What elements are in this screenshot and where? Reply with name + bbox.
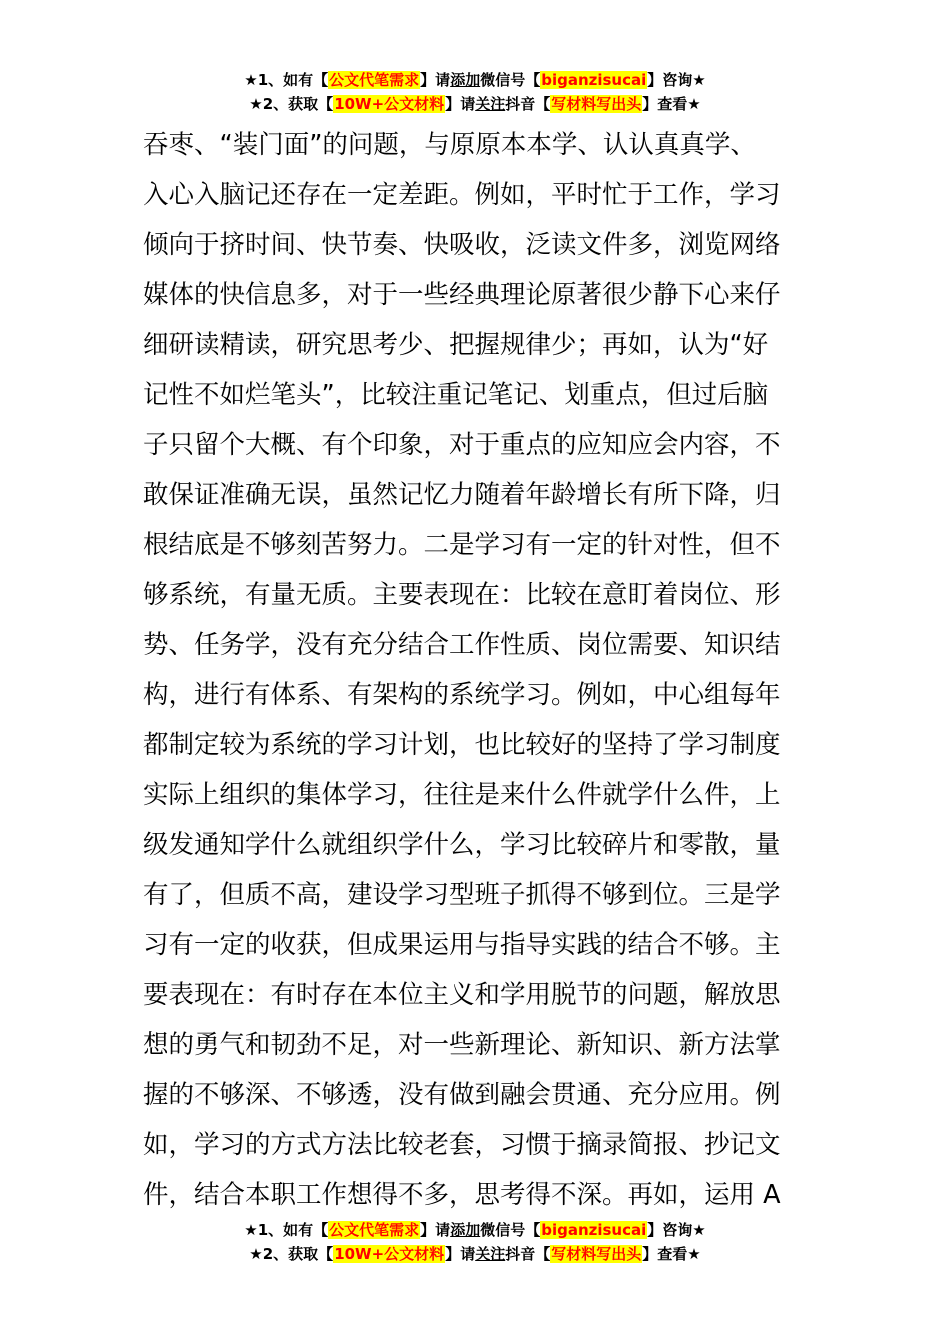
body-line: 媒体的快信息多，对于一些经典理论原著很少静下心来仔 xyxy=(143,280,781,310)
footer-banner-line-2: ★2、获取【10W+公文材料】请关注抖音【写材料写出头】查看★ xyxy=(249,1245,701,1263)
highlight-wechat-id: biganzisucai xyxy=(541,71,647,89)
body-line: 入心入脑记还存在一定差距。例如，平时忙于工作，学习 xyxy=(143,180,781,210)
body-line: 吞枣、“装门面”的问题，与原原本本学、认认真真学、 xyxy=(143,130,756,160)
footer-banner xyxy=(0,1218,950,1266)
body-line: 都制定较为系统的学习计划，也比较好的坚持了学习制度 xyxy=(143,730,781,760)
body-line: 如，学习的方式方法比较老套，习惯于摘录简报、抄记文 xyxy=(143,1130,781,1160)
body-line: 敢保证准确无误，虽然记忆力随着年龄增长有所下降，归 xyxy=(143,480,781,510)
highlight-service: 公文代笔需求 xyxy=(329,1221,420,1239)
body-line: 子只留个大概、有个印象，对于重点的应知应会内容，不 xyxy=(143,430,781,460)
header-banner xyxy=(0,68,950,116)
body-line: 实际上组织的集体学习，往往是来什么件就学什么件，上 xyxy=(143,780,781,810)
highlight-douyin: 写材料写出头 xyxy=(551,1245,642,1263)
footer-banner-line-1: ★1、如有【公文代笔需求】请添加微信号【biganzisucai】咨询★ xyxy=(244,1221,706,1239)
highlight-materials: 10W+公文材料 xyxy=(334,1245,445,1263)
body-line: 要表现在：有时存在本位主义和学用脱节的问题，解放思 xyxy=(143,980,781,1010)
body-line: 习有一定的收获，但成果运用与指导实践的结合不够。主 xyxy=(143,930,781,960)
highlight-douyin: 写材料写出头 xyxy=(551,95,642,113)
body-line: 记性不如烂笔头”，比较注重记笔记、划重点，但过后脑 xyxy=(143,380,769,410)
body-line: 想的勇气和韧劲不足，对一些新理论、新知识、新方法掌 xyxy=(143,1030,781,1060)
body-line: 握的不够深、不够透，没有做到融会贯通、充分应用。例 xyxy=(143,1080,781,1110)
header-banner-line-2: ★2、获取【10W+公文材料】请关注抖音【写材料写出头】查看★ xyxy=(249,95,701,113)
header-banner-line-1: ★1、如有【公文代笔需求】请添加微信号【biganzisucai】咨询★ xyxy=(244,71,706,89)
body-line: 细研读精读，研究思考少、把握规律少；再如，认为“好 xyxy=(143,330,769,360)
body-line: 倾向于挤时间、快节奏、快吸收，泛读文件多，浏览网络 xyxy=(143,230,781,260)
body-line: 根结底是不够刻苦努力。二是学习有一定的针对性，但不 xyxy=(143,530,781,560)
body-line: 级发通知学什么就组织学什么，学习比较碎片和零散，量 xyxy=(143,830,781,860)
highlight-materials: 10W+公文材料 xyxy=(334,95,445,113)
body-line: 构，进行有体系、有架构的系统学习。例如，中心组每年 xyxy=(143,680,781,710)
body-line: 势、任务学，没有充分结合工作性质、岗位需要、知识结 xyxy=(143,630,781,660)
highlight-service: 公文代笔需求 xyxy=(329,71,420,89)
body-line: 够系统，有量无质。主要表现在：比较在意盯着岗位、形 xyxy=(143,580,781,610)
highlight-wechat-id: biganzisucai xyxy=(541,1221,647,1239)
body-line: 有了，但质不高，建设学习型班子抓得不够到位。三是学 xyxy=(143,880,781,910)
body-line: 件，结合本职工作想得不多，思考得不深。再如，运用 A xyxy=(143,1180,781,1210)
document-body xyxy=(143,120,813,1220)
